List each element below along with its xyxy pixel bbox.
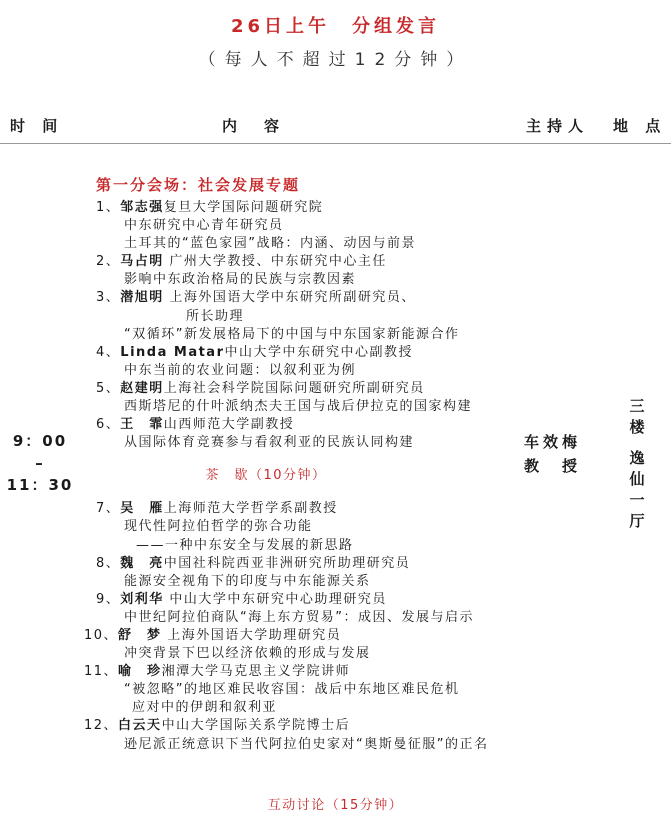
host-title: 教 授 (524, 457, 582, 475)
topic-line (96, 573, 488, 591)
page-subtitle: （每人不超过12分钟） (198, 50, 473, 70)
speaker-number: 5、 (96, 380, 121, 396)
speaker-affiliation: 中国社科院西亚非洲研究所助理研究员 (163, 555, 411, 571)
topic-line (96, 271, 488, 289)
topic-line (96, 217, 488, 235)
page-title: 26日上午 分组发言 (230, 16, 441, 37)
interactive-discussion: 互动讨论（15分钟） (267, 798, 404, 813)
topic-line (96, 537, 488, 555)
header-content: 内 容 (222, 117, 286, 135)
topic-text: 冲突背景下巴以经济依赖的形成与发展 (124, 646, 371, 662)
topic-text: “双循环”新发展格局下的中国与中东国家新能源合作 (124, 326, 460, 342)
header-divider (0, 143, 671, 144)
speaker-number: 8、 (96, 555, 121, 571)
topic-line (96, 518, 488, 536)
header-venue: 地 点 (613, 117, 667, 135)
time-dash: – (35, 454, 45, 472)
speaker-line (96, 500, 488, 518)
topic-text: 中东当前的农业问题：以叙利亚为例 (124, 362, 357, 378)
topic-text: 逊尼派正统意识下当代阿拉伯史家对“奥斯曼征服”的正名 (124, 736, 489, 752)
host-cell (524, 430, 581, 478)
speaker-line (84, 627, 488, 645)
speaker-number: 2、 (96, 254, 121, 270)
venue-char: 逸 (629, 449, 645, 467)
topic-line (96, 362, 488, 380)
time-end: 11：30 (6, 476, 74, 494)
speaker-affiliation: 复旦大学国际问题研究院 (163, 200, 324, 215)
tea-break: 茶 歇（10分钟） (205, 468, 327, 484)
topic-text: 从国际体育竞赛参与看叙利亚的民族认同构建 (124, 435, 415, 451)
topic-line (96, 434, 488, 452)
speaker-line (96, 380, 488, 398)
topic-text: 所长助理 (186, 308, 245, 324)
session-title: 第一分会场：社会发展专题 (96, 176, 301, 194)
speaker-number: 10、 (84, 627, 119, 643)
topic-text: 中世纪阿拉伯商队“海上东方贸易”：成因、发展与启示 (124, 609, 474, 625)
venue-char: 厅 (629, 512, 645, 530)
topic-text: 影响中东政治格局的民族与宗教因素 (124, 272, 357, 288)
speaker-line (96, 253, 488, 271)
topic-text: 现代性阿拉伯哲学的弥合功能 (124, 519, 313, 535)
topic-text: “被忽略”的地区难民收容国：战后中东地区难民危机 (124, 682, 460, 698)
speaker-affiliation: 湘潭大学马克思主义学院讲师 (161, 664, 351, 680)
speaker-affiliation: 上海外国语大学中东研究所副研究员、 (163, 290, 416, 306)
topic-line (96, 326, 488, 344)
topic-line (96, 308, 488, 326)
topic-line (96, 398, 488, 416)
topic-text: ——一种中东安全与发展的新思路 (136, 537, 354, 553)
topic-text: 能源安全视角下的印度与中东能源关系 (124, 573, 371, 589)
speaker-number: 9、 (96, 591, 121, 607)
speaker-name: 魏 亮 (120, 555, 164, 571)
topic-text: 西斯塔尼的什叶派纳杰夫王国与战后伊拉克的国家构建 (124, 399, 473, 415)
speaker-line (96, 199, 488, 217)
topic-line (96, 235, 488, 253)
topic-line (96, 609, 488, 627)
speaker-number: 12、 (84, 718, 119, 734)
time-start: 9：00 (12, 432, 68, 450)
speaker-line (96, 591, 488, 609)
speaker-name: 舒 梦 (118, 627, 162, 643)
topic-line (96, 736, 488, 754)
speaker-line (96, 344, 488, 362)
speaker-name: 王 霏 (120, 417, 164, 433)
speaker-affiliation: 上海外国语大学助理研究员 (161, 627, 342, 643)
speaker-affiliation: 山西师范大学副教授 (163, 417, 295, 433)
speaker-number: 11、 (84, 664, 119, 680)
topic-text: 土耳其的“蓝色家园”战略：内涵、动因与前景 (124, 236, 416, 252)
speaker-list-part2 (84, 500, 489, 753)
speaker-name: 马占明 (120, 254, 164, 270)
time-cell (0, 430, 80, 496)
host-name: 车效梅 (524, 433, 582, 451)
venue-cell (622, 396, 652, 532)
speaker-name: 白云天 (118, 718, 162, 734)
speaker-affiliation: 中山大学中东研究中心助理研究员 (163, 591, 387, 607)
content-column (84, 174, 489, 754)
speaker-line (96, 555, 488, 573)
speaker-affiliation: 上海社会科学院国际问题研究所副研究员 (163, 380, 425, 396)
venue-char (622, 438, 652, 448)
header-time: 时 间 (10, 117, 64, 135)
speaker-affiliation: 中山大学国际关系学院博士后 (161, 718, 351, 734)
speaker-line (84, 663, 488, 681)
topic-text: 中东研究中心青年研究员 (124, 218, 284, 234)
speaker-name: 邹志强 (120, 200, 164, 215)
speaker-name: 潜旭明 (120, 290, 164, 306)
topic-line (96, 645, 488, 663)
topic-text: 应对中的伊朗和叙利亚 (132, 700, 278, 716)
venue-char: 仙 (629, 470, 645, 488)
venue-char: 三 (629, 397, 645, 415)
speaker-list-part1 (96, 199, 488, 452)
speaker-line (84, 717, 488, 735)
speaker-affiliation: 上海师范大学哲学系副教授 (163, 501, 338, 517)
speaker-number: 1、 (96, 200, 121, 215)
speaker-line (96, 416, 488, 434)
speaker-line (96, 289, 488, 307)
header-host: 主持人 (526, 117, 590, 135)
topic-line (96, 699, 488, 717)
speaker-name: 赵建明 (120, 380, 164, 396)
speaker-number: 6、 (96, 417, 121, 433)
topic-line (96, 681, 488, 699)
speaker-number: 3、 (96, 290, 121, 306)
speaker-name: 喻 珍 (118, 664, 162, 680)
speaker-name: 吴 雁 (120, 501, 164, 517)
speaker-affiliation: 广州大学教授、中东研究中心主任 (163, 254, 387, 270)
speaker-affiliation: 中山大学中东研究中心副教授 (224, 344, 414, 360)
speaker-number: 4、 (96, 344, 121, 360)
venue-char: 一 (629, 491, 645, 509)
venue-char: 楼 (629, 418, 645, 436)
speaker-number: 7、 (96, 501, 121, 517)
speaker-name: Linda Matar (120, 344, 225, 360)
speaker-name: 刘利华 (120, 591, 164, 607)
